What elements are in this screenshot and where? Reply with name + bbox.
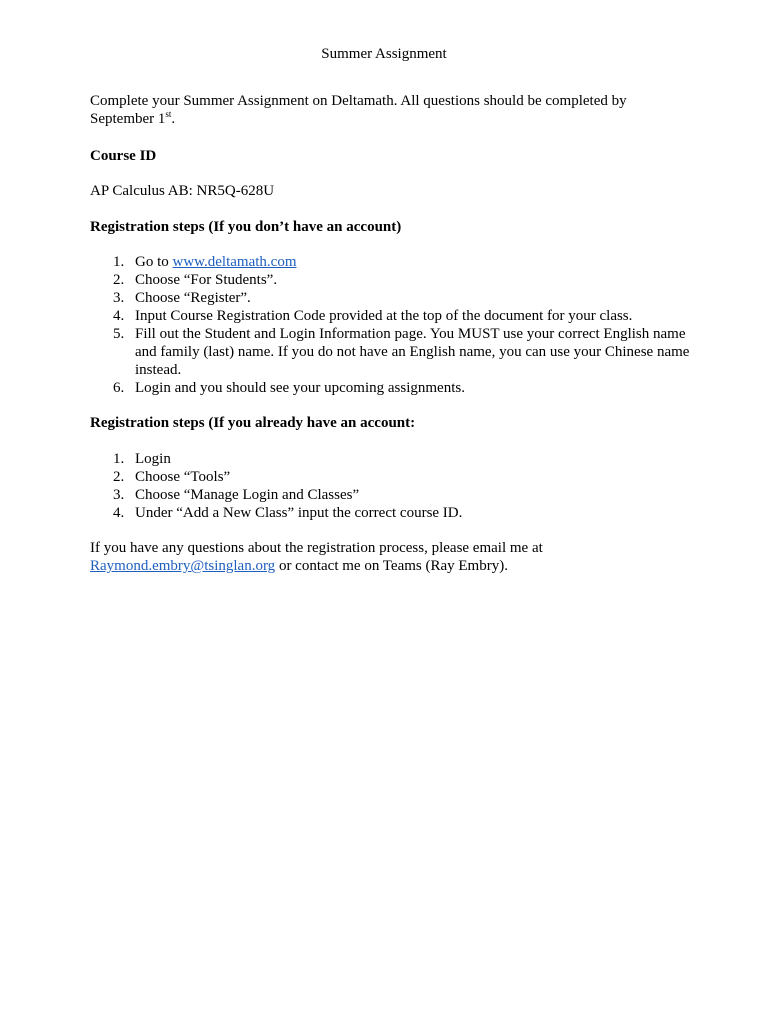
contact-text: If you have any questions about the registration process, please email me at [90,540,543,556]
contact-tail: or contact me on Teams (Ray Embry). [275,558,508,574]
course-id-heading: Course ID [90,148,157,164]
intro-paragraph [90,92,690,128]
course-id-value: AP Calculus AB: NR5Q-628U [90,183,275,199]
list-item: 2. Choose “Tools” [113,469,231,485]
step-text: Choose “For Students”. [135,272,278,288]
page-title: Summer Assignment [321,46,447,62]
list-item: 4. Input Course Registration Code provided at the top of the document for your class. [113,308,633,324]
new-account-steps [90,253,690,397]
intro-tail: . [171,111,176,127]
step-text: Input Course Registration Code provided at the top of the document for your class. [135,308,633,324]
list-item: 4. Under “Add a New Class” input the correct course ID. [113,505,463,521]
step-text: Go to [135,254,173,270]
list-item: 1. Go to www.deltamath.com [113,254,297,270]
step-text: Under “Add a New Class” input the correct course ID. [135,505,463,521]
intro-superscript: st [165,109,172,119]
list-item: 2. Choose “For Students”. [113,272,278,288]
list-item: 1. Login [113,451,171,467]
email-link[interactable]: Raymond.embry@tsinglan.org [90,558,276,574]
list-item: 6. Login and you should see your upcoming assignments. [113,380,465,396]
intro-text: Complete your Summer Assignment on Deltamath. All questions should be completed by September 1 [90,93,627,127]
existing-account-steps [90,450,690,522]
step-text: Login [135,451,171,467]
new-account-heading: Registration steps (If you don’t have an account) [90,219,402,235]
step-text: Choose “Manage Login and Classes” [135,487,360,503]
deltamath-link[interactable]: www.deltamath.com [172,254,297,270]
step-text: Login and you should see your upcoming assignments. [135,380,465,396]
step-text: Fill out the Student and Login Information page. You MUST use your correct English name and family (last) name. If you do not have an English name, you can use your Chinese name instead. [135,326,690,378]
list-item: 3. Choose “Register”. [113,290,251,306]
contact-paragraph [90,539,690,575]
existing-account-heading: Registration steps (If you already have an account: [90,415,416,431]
step-text: Choose “Register”. [135,290,251,306]
step-text: Choose “Tools” [135,469,231,485]
list-item: 5. Fill out the Student and Login Information page. You MUST use your correct English name and family (last) name. If you do not have an English name, you can use your Chinese name instead. [113,326,690,378]
list-item: 3. Choose “Manage Login and Classes” [113,487,360,503]
